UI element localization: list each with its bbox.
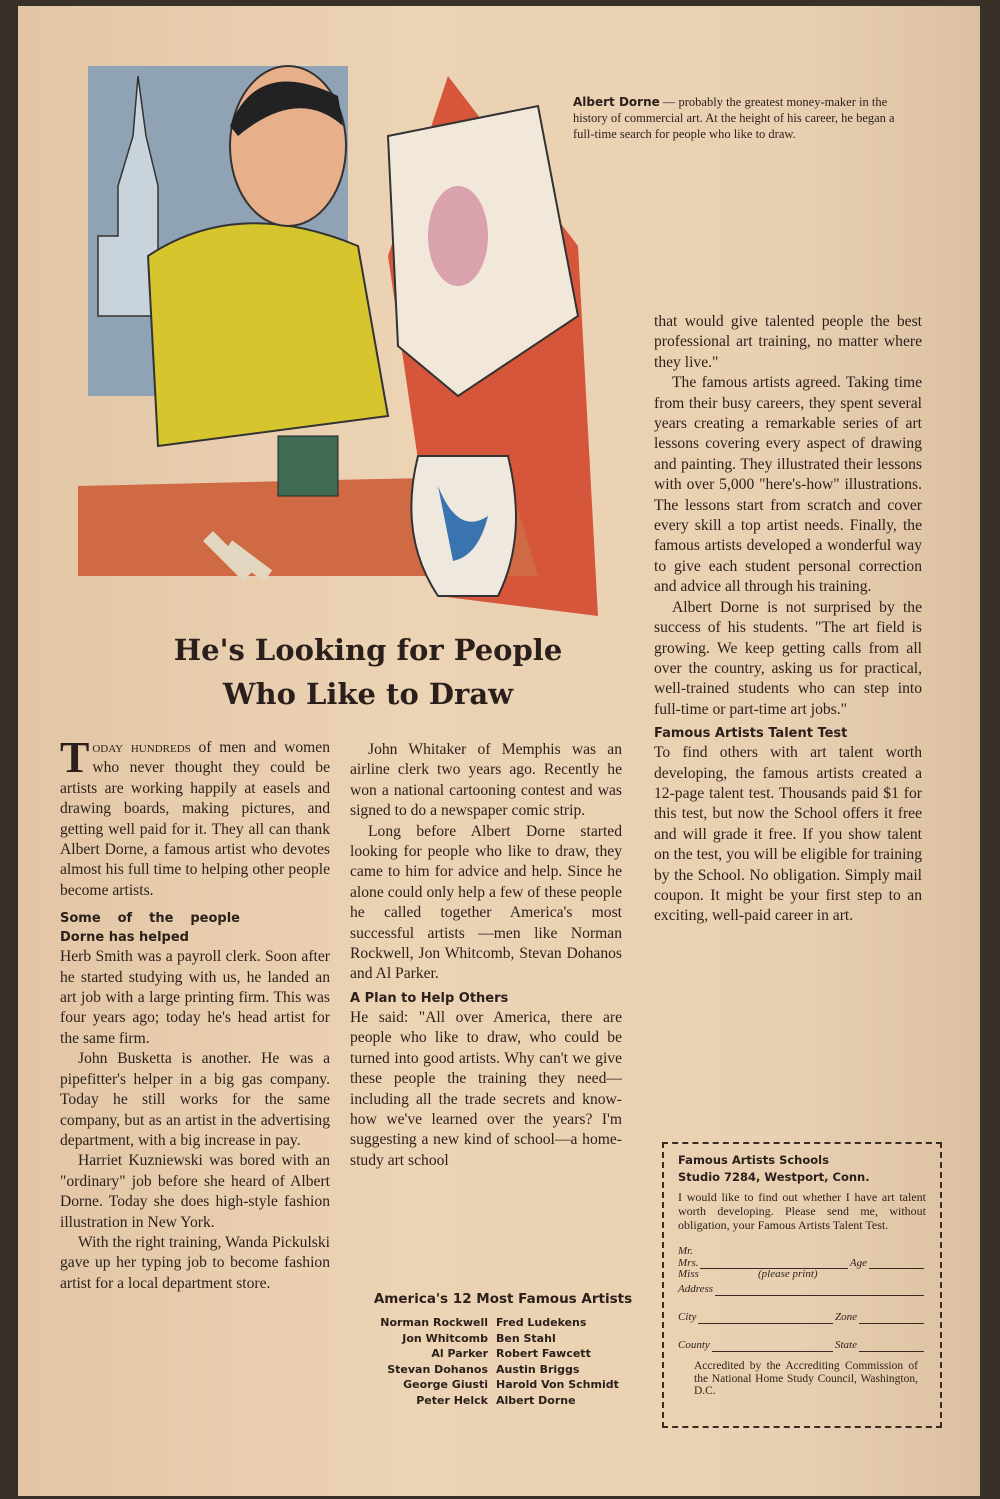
intro-smallcaps: oday hundreds: [92, 739, 191, 756]
intro-text: of men and women who never thought they could be artists are working happily at easels and drawing boards, making pictures, and getting well paid for it. They all can thank Albert Dorne, a famous artist who devotes almost his full time to helping other people become artists.: [60, 739, 330, 899]
artist-name: Fred Ludekens: [496, 1316, 587, 1329]
paragraph: He said: "All over America, there are people who like to draw, who could be turned into good artists. Why can't we give these people the training they need—including all the trade secrets and know-how we've learned over the years? I'm suggesting a new kind of school—a home-study art school: [350, 1008, 622, 1169]
artist-name: Austin Briggs: [496, 1362, 580, 1376]
state-field[interactable]: [859, 1340, 924, 1352]
artist-name: George Giusti: [403, 1378, 488, 1391]
paragraph: John Busketta is another. He was a pipefitter's helper in a big gas company. Today he still works for the same company, but as an artist in the advertising department, with a big increase in pay.: [60, 1050, 330, 1149]
subheading: Some of the people Dorne has helped: [60, 911, 240, 946]
mail-coupon[interactable]: [662, 1142, 942, 1428]
illustration-caption: [573, 94, 903, 142]
label-address: Address: [678, 1283, 714, 1295]
column-3: [654, 312, 922, 927]
label-age: Age: [849, 1257, 867, 1269]
label-state: State: [835, 1339, 857, 1351]
albert-dorne-illustration: [58, 16, 658, 616]
label-city: City: [678, 1311, 697, 1323]
drop-cap: T: [60, 733, 90, 782]
label-zone: Zone: [835, 1311, 857, 1323]
caption-text: — probably the greatest money-maker in the history of commercial art. At the height of his career, he began a full-time search for people who like to draw.: [573, 95, 895, 141]
please-print-note: (please print): [758, 1268, 818, 1280]
artist-name: Peter Helck: [416, 1393, 488, 1407]
accreditation-note: Accredited by the Accrediting Commission of the National Home Study Council, Washington, D.C.: [694, 1360, 918, 1397]
paragraph: The famous artists agreed. Taking time from their busy careers, they spent several years creating a remarkable series of art lessons covering every aspect of drawing and painting. They illustrated their lessons with over 5,000 "here's-how" illustrations. The lessons start from scratch and cover every skill a top artist needs. Finally, the famous artists developed a wonderful way to give each student personal correction and advice all through his training.: [654, 374, 922, 596]
coupon-school: Famous Artists Schools: [678, 1153, 829, 1167]
paragraph: Albert Dorne is not surprised by the success of his students. "The art field is growing. We keep getting calls from all over the country, asking us for practical, well-trained students who can step into full-time or part-time art jobs.": [654, 598, 922, 718]
headline-line-1: He's Looking for People: [173, 633, 563, 667]
artist-name: Norman Rockwell: [380, 1316, 488, 1329]
age-field[interactable]: [869, 1257, 924, 1269]
headline: [78, 628, 658, 716]
headline-line-2: Who Like to Draw: [222, 677, 514, 711]
paragraph: Long before Albert Dorne started looking for people who like to draw, they came to him for advice and help. Since he alone could only help a few of these people he called together America's most successful artists —men like Norman Rockwell, Jon Whitcomb, Stevan Dohanos and Al Parker.: [350, 822, 622, 983]
label-mrs: Mrs.: [678, 1257, 699, 1269]
artist-name: Robert Fawcett: [496, 1347, 591, 1360]
label-miss: Miss: [678, 1268, 699, 1280]
label-mr: Mr.: [678, 1245, 693, 1257]
subheading: A Plan to Help Others: [350, 990, 509, 1006]
address-field[interactable]: [715, 1284, 924, 1296]
label-county: County: [678, 1339, 710, 1351]
intro-paragraph: [60, 733, 330, 901]
city-field[interactable]: [698, 1312, 833, 1324]
county-field[interactable]: [712, 1340, 833, 1352]
subheading: Famous Artists Talent Test: [654, 726, 848, 742]
caption-name: Albert Dorne: [573, 95, 660, 109]
paragraph: Herb Smith was a payroll clerk. Soon after he started studying with us, he landed an art job with a large printing firm. This was four years ago; today he's head artist for the same firm.: [60, 948, 330, 1047]
famous-artists-list: [358, 1289, 648, 1408]
magazine-page: [18, 6, 980, 1496]
artist-name: Albert Dorne: [496, 1393, 576, 1407]
paragraph: With the right training, Wanda Pickulski gave up her typing job to become fashion artist for a local department store.: [60, 1233, 330, 1292]
zone-field[interactable]: [859, 1312, 924, 1324]
coupon-address: Studio 7284, Westport, Conn.: [678, 1170, 870, 1184]
artist-name: Harold Von Schmidt: [496, 1378, 619, 1391]
paragraph: that would give talented people the best professional art training, no matter where they live.": [654, 313, 922, 371]
artist-name: Jon Whitcomb: [402, 1331, 488, 1345]
column-2: [350, 740, 622, 1171]
artist-name: Al Parker: [431, 1347, 488, 1360]
paragraph: Harriet Kuzniewski was bored with an "ordinary" job before she heard of Albert Dorne. Today she does high-style fashion illustration in New York.: [60, 1152, 330, 1231]
coupon-body: I would like to find out whether I have art talent worth developing. Please send me, without obligation, your Famous Artists Talent Test.: [678, 1190, 926, 1232]
artist-name: Stevan Dohanos: [387, 1362, 488, 1376]
artists-title: America's 12 Most Famous Artists: [373, 1291, 633, 1307]
column-1: [60, 733, 330, 1294]
paragraph: John Whitaker of Memphis was an airline clerk two years ago. Recently he won a national cartooning contest and was signed to do a newspaper comic strip.: [350, 741, 622, 820]
artist-name: Ben Stahl: [496, 1331, 556, 1345]
paragraph: To find others with art talent worth developing, the famous artists created a 12-page talent test. Thousands paid $1 for this test, but now the School offers it free and will grade it free. If you show talent on the test, you will be eligible for training by the School. No obligation. Simply mail coupon. It might be your first step to an exciting, well-paid career in art.: [654, 744, 922, 925]
